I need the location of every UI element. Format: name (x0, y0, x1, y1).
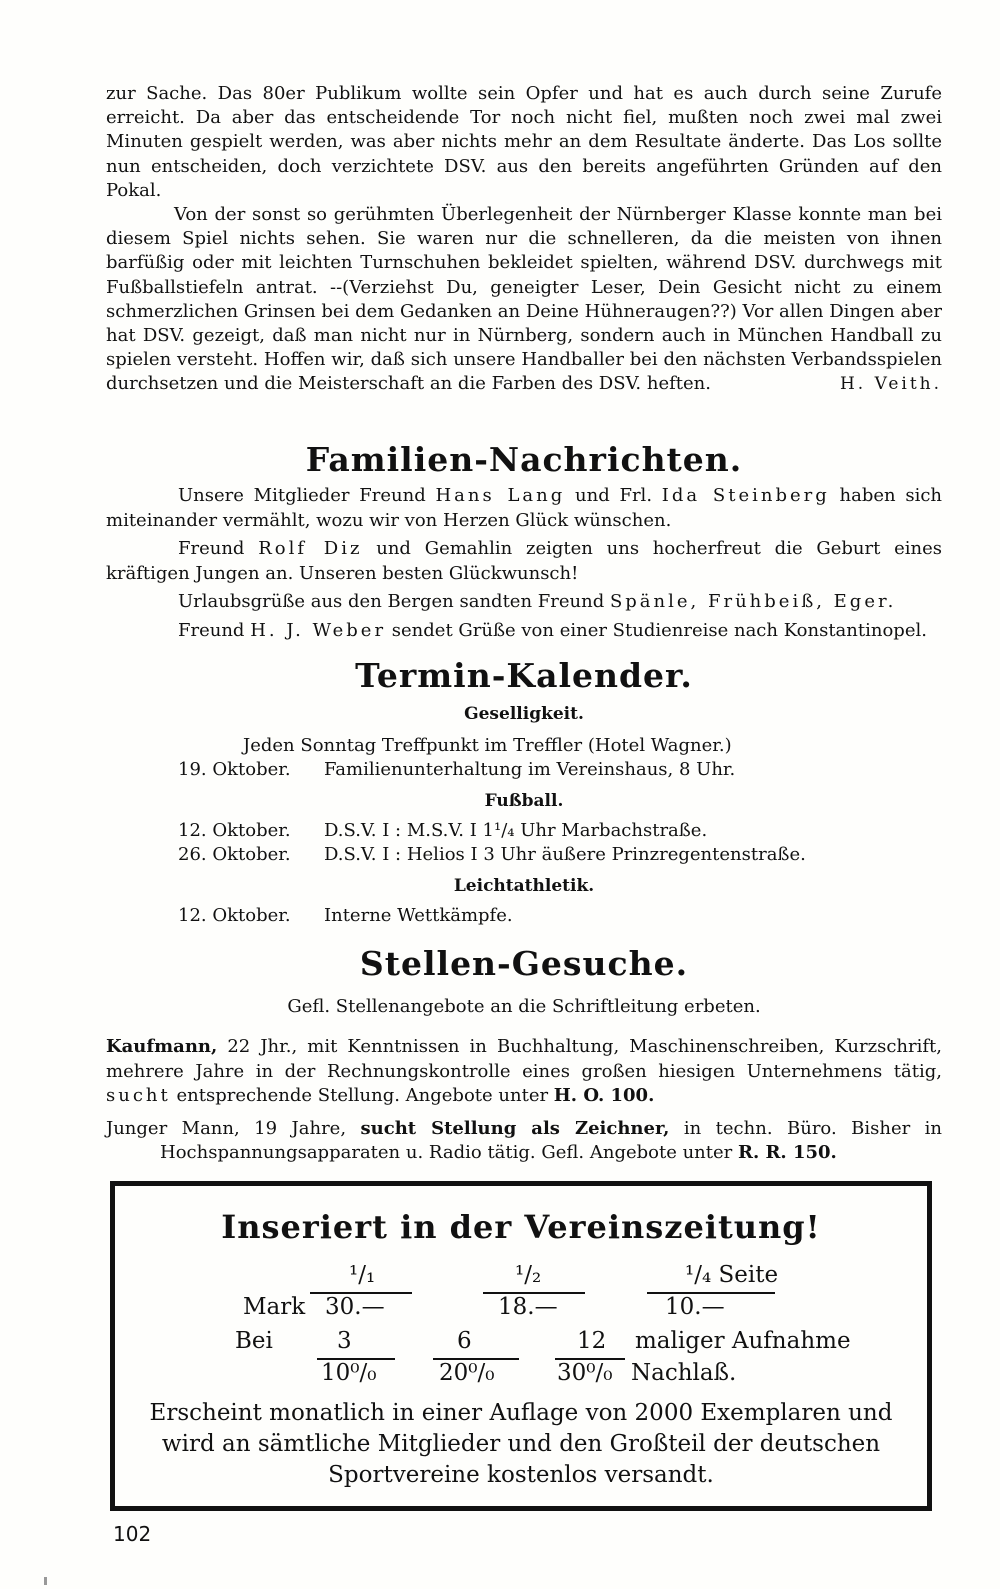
freq-label: Bei (235, 1328, 273, 1354)
athletics-row (178, 905, 513, 926)
fraction-full: ¹/₁ (349, 1262, 376, 1288)
family-entry-4 (106, 619, 942, 644)
athletics-date: 12. Oktober. (178, 905, 291, 926)
article-paragraph-1: zur Sache. Das 80er Publikum wollte sein Opfer und hat es auch durch seine Zurufe erreicht. Da aber das entscheidende Tor noch nicht fiel, mußten noch zwei mal zwei Minuten gespielt werden, was aber nichts mehr an dem Resultate änderte. Das Los sollte nun entscheiden, doch verzichtete DSV. aus den bereits angeführten Gründen auf den Pokal. (106, 83, 942, 201)
job-ad-1 (106, 1035, 942, 1109)
price-full: 30.— (325, 1294, 385, 1320)
calendar-heading: Termin-Kalender. (355, 656, 693, 695)
family-entry-4-b: sendet Grüße von einer Studienreise nach Konstantinopel. (386, 619, 927, 641)
family-entry-1-b: und Frl. (565, 485, 662, 506)
football-date-1: 12. Oktober. (178, 820, 291, 841)
family-entry-1-a: Unsere Mitglieder Freund (178, 485, 436, 506)
price-half: 18.— (498, 1294, 558, 1320)
social-line: Jeden Sonntag Treffpunkt im Treffler (Hotel Wagner.) (243, 735, 732, 756)
social-event-text: Familienunterhaltung im Vereinshaus, 8 Uhr. (324, 759, 736, 780)
article-signature: H. Veith. (839, 374, 942, 395)
family-entry-1-c: haben sich miteinander vermählt, wozu wir von Herzen Glück wünschen. (106, 485, 943, 531)
discount-20: 20⁰/₀ (439, 1360, 495, 1386)
family-entry-4-a: Freund (178, 619, 251, 641)
athletics-event: Interne Wettkämpfe. (324, 905, 513, 926)
job-ad-1-spaced: sucht (106, 1085, 171, 1106)
family-entry-4-name: H. J. Weber (250, 619, 387, 641)
fraction-quarter: ¹/₄ Seite (685, 1262, 779, 1288)
family-entry-1 (106, 484, 942, 533)
discount-label: Nachlaß. (631, 1360, 737, 1386)
discount-30: 30⁰/₀ (557, 1360, 613, 1386)
freq-6: 6 (457, 1328, 472, 1354)
football-event-1: D.S.V. I : M.S.V. I 1¹/₄ Uhr Marbachstraße. (324, 820, 708, 841)
job-ad-1-text-2: entsprechende Stellung. Angebote unter (170, 1085, 554, 1106)
discount-10: 10⁰/₀ (321, 1360, 377, 1386)
price-label: Mark (243, 1294, 306, 1320)
job-ad-2 (106, 1117, 942, 1166)
job-ad-2-text-2: in techn. Büro. Bisher in Hochspannungsapparaten u. Radio tätig. Gefl. Angebote unter (160, 1117, 943, 1163)
family-entry-2-b: und Gemahlin zeigten uns hocherfreut die Geburt eines kräftigen Jungen an. Unseren besten Glückwunsch! (106, 538, 942, 584)
football-heading: Fußball. (484, 791, 564, 811)
jobs-heading: Stellen-Gesuche. (359, 944, 689, 983)
advert-box (110, 1181, 932, 1511)
advert-footer: Erscheint monatlich in einer Auflage von 2000 Exemplaren und wird an sämtliche Mitglieder und den Großteil der deutschen Sportvereine kostenlos versandt. (149, 1400, 893, 1488)
freq-3: 3 (337, 1328, 352, 1354)
social-event-date: 19. Oktober. (178, 759, 291, 780)
family-heading: Familien-Nachrichten. (305, 440, 743, 479)
family-entry-1-name-1: Hans Lang (435, 485, 566, 506)
family-entry-1-name-2: Ida Steinberg (661, 485, 830, 506)
football-row-1 (178, 820, 707, 841)
family-entry-2 (106, 537, 942, 586)
football-row-2 (178, 844, 806, 865)
article-paragraph-2 (106, 203, 942, 397)
family-entry-3-a: Urlaubsgrüße aus den Bergen sandten Freund (178, 591, 610, 612)
athletics-heading: Leichtathletik. (453, 876, 595, 896)
family-news (106, 484, 942, 643)
social-event-row (178, 759, 735, 780)
freq-12: 12 (577, 1328, 607, 1354)
fraction-half: ¹/₂ (515, 1262, 542, 1288)
football-event-2: D.S.V. I : Helios I 3 Uhr äußere Prinzregentenstraße. (324, 844, 806, 865)
family-entry-3 (106, 590, 942, 615)
article-paragraph-2-text: Von der sonst so gerühmten Überlegenheit der Nürnberger Klasse konnte man bei diesem Spiel nichts sehen. Sie waren nur die schnelleren, da die meisten von ihnen barfüßig oder mit leichten Turnschuhen bekleidet spielten, während DSV. durchwegs mit Fußballstiefeln antrat. --(Verziehst Du, geneigter Leser, Dein Gesicht nicht zu einem schmerzlichen Grinsen bei dem Gedanken an Deine Hühneraugen??) Vor allen Dingen aber hat DSV. gezeigt, daß man nicht nur in Nürnberg, sondern auch in München Handball zu spielen versteht. Hoffen wir, daß sich unsere Handballer bei den nächsten Verbandsspielen durchsetzen und die Meisterschaft an die Farben des DSV. heften. (106, 204, 943, 395)
family-entry-2-name: Rolf Diz (258, 538, 363, 559)
job-ad-2-bold: sucht Stellung als Zeichner, (360, 1117, 670, 1139)
job-ads (106, 1035, 942, 1166)
jobs-intro: Gefl. Stellenangebote an die Schriftleitung erbeten. (287, 996, 761, 1017)
scan-mark (44, 1577, 47, 1585)
job-ad-2-code: R. R. 150. (737, 1142, 837, 1163)
price-quarter: 10.— (665, 1294, 725, 1320)
job-ad-1-label: Kaufmann, (106, 1036, 218, 1057)
job-ad-2-text: Junger Mann, 19 Jahre, (106, 1117, 361, 1139)
advert-title: Inseriert in der Vereinszeitung! (221, 1208, 821, 1246)
job-ad-1-code: H. O. 100. (553, 1085, 655, 1106)
job-ad-1-text: 22 Jhr., mit Kenntnissen in Buchhaltung, Maschinenschreiben, Kurzschrift, mehrere Jahre in der Rechnungskontrolle eines großen hiesigen Unternehmens tätig, (106, 1036, 942, 1082)
football-date-2: 26. Oktober. (178, 844, 291, 865)
family-entry-3-names: Spänle, Frühbeiß, Eger. (609, 591, 897, 612)
page-number: 102 (113, 1522, 152, 1546)
family-entry-2-a: Freund (178, 538, 259, 559)
freq-suffix: maliger Aufnahme (635, 1328, 851, 1354)
article (106, 82, 942, 397)
social-heading: Geselligkeit. (464, 704, 584, 724)
